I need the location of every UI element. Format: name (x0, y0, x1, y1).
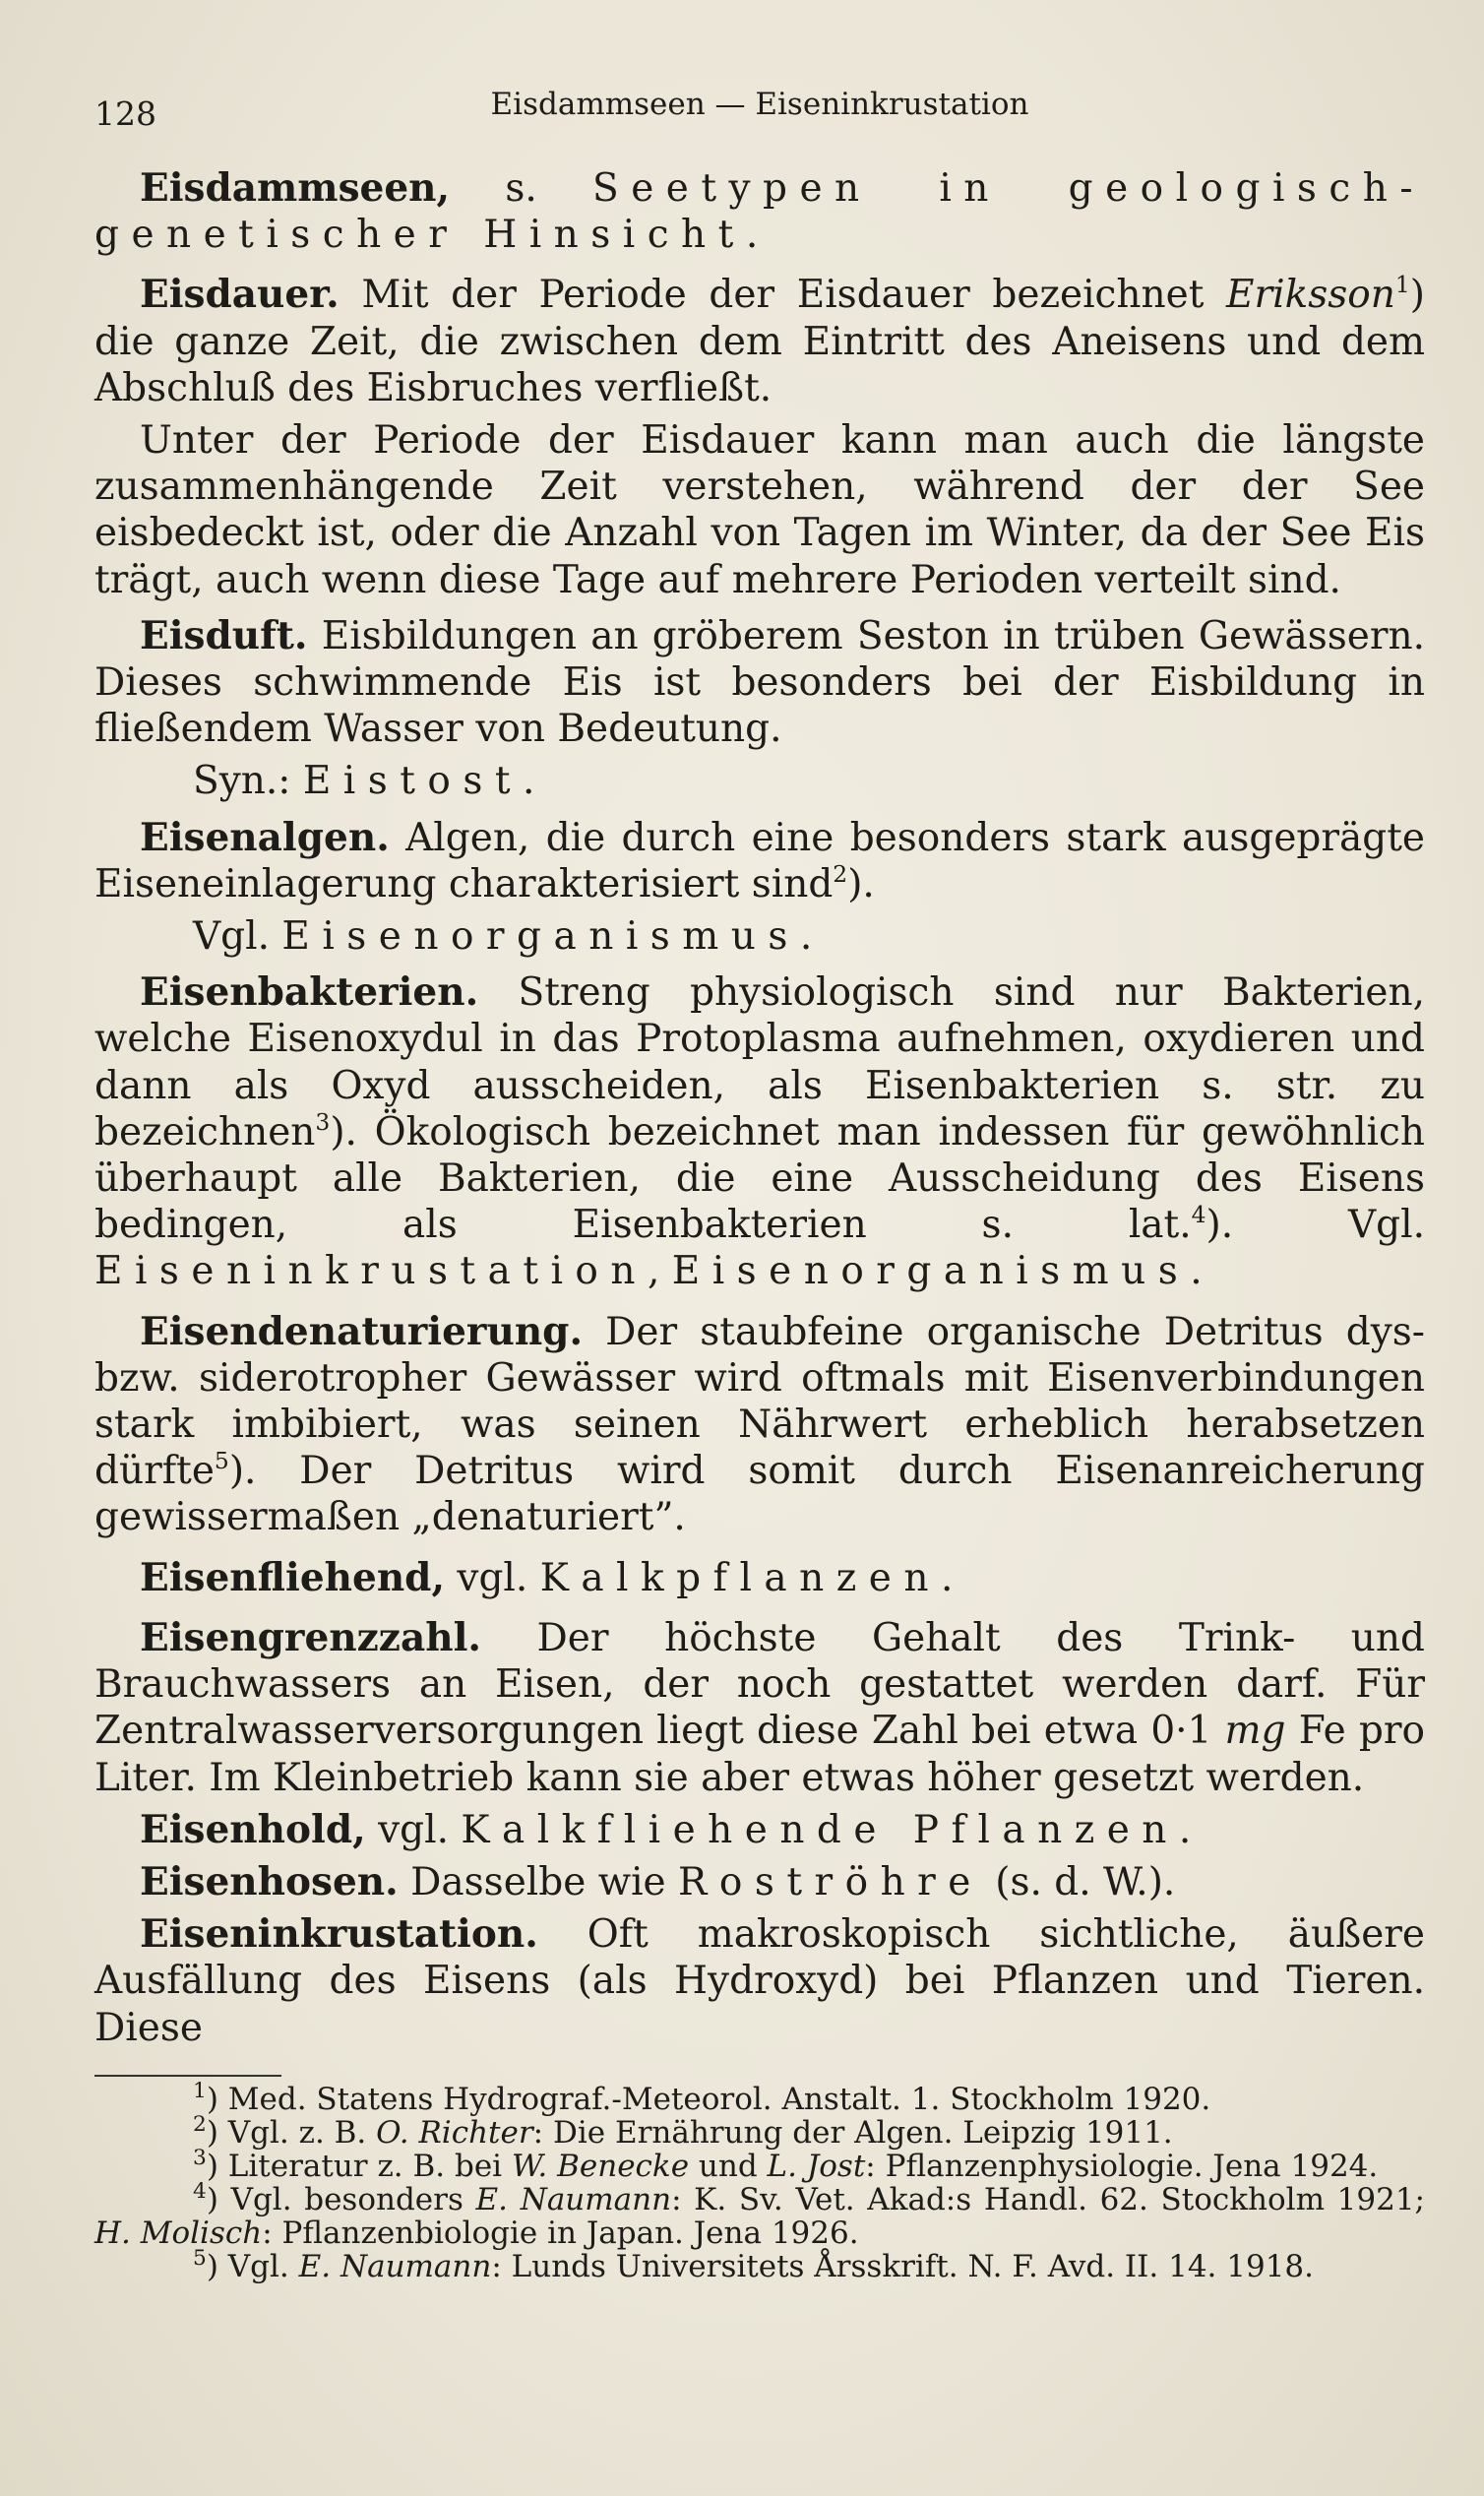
headword: Eisenhosen. (140, 1858, 399, 1904)
footnote-ref: 2 (833, 859, 848, 888)
footnote-text: : Lunds Universitets Årsskrift. N. F. Avd. II. 14. 1918. (491, 2249, 1315, 2284)
entry-text: Der staubfeine organische Detritus dys- bzw. siderotropher Gewässer wird oftmals mit Eisenverbindungen stark imbibiert, was seinen Nährwert erheblich herabsetzen dürfte (94, 1309, 1425, 1494)
footnotes (94, 2079, 1425, 2284)
synonym-line (94, 758, 1425, 804)
headword: Eisduft. (140, 612, 308, 658)
headword: Eisenalgen. (140, 814, 390, 860)
footnote-mark: 1 (193, 2079, 207, 2104)
entry-text: . (940, 1555, 954, 1600)
entry-text: Eisbildungen an gröberem Seston in trüben Gewässern. Dieses schwimmende Eis ist besonders bei der Eisbildung in fließendem Wasser von Bedeutung. (94, 613, 1425, 752)
author-name: W. Benecke (511, 2149, 690, 2184)
entry-text: Fe pro Liter. Im Kleinbetrieb kann sie aber etwas höher gesetzt werden. (94, 1709, 1426, 1800)
headword: Eisenfliehend, (140, 1554, 446, 1600)
entry-text: Mit der Periode der Eisdauer bezeichnet (339, 273, 1227, 318)
footnote-text: : Die Ernährung der Algen. Leipzig 1911. (532, 2115, 1173, 2151)
author-name: E. Naumann (475, 2182, 672, 2217)
footnote-text: ) Vgl. (206, 2249, 299, 2284)
cross-reference: Eiseninkrustation (94, 1249, 648, 1294)
footnote-text: ) Med. Statens Hydrograf.-Meteorol. Anstalt. 1. Stockholm 1920. (206, 2082, 1211, 2117)
headword: Eisengrenzzahl. (140, 1614, 481, 1660)
footnote-5 (94, 2246, 1425, 2284)
dictionary-body (94, 165, 1425, 2057)
synonym-label: Syn.: (193, 759, 303, 804)
entry-text: vgl. (445, 1555, 540, 1600)
entry-text: . (522, 759, 535, 804)
author-name: E. Naumann (298, 2249, 492, 2284)
footnote-text: und (689, 2149, 768, 2184)
entry-eisenbakterien (94, 969, 1425, 1294)
entry-text: (s. d. W.). (982, 1859, 1176, 1904)
entry-text: Dasselbe wie (398, 1859, 679, 1904)
headword: Eisenbakterien. (140, 969, 479, 1016)
footnote-text: : Pflanzenphysiologie. Jena 1924. (865, 2149, 1379, 2184)
footnote-ref: 3 (315, 1107, 331, 1136)
see-also-line (94, 913, 1425, 960)
entry-text: Der höchste Gehalt des Trink- und Brauchwassers an Eisen, der noch gestattet werden darf. Für Zentralwasserversorgungen liegt diese Zahl bei etwa 0·1 (94, 1615, 1425, 1754)
entry-text: Streng physiologisch sind nur Bakterien, welche Eisenoxydul in das Protoplasma aufnehmen, oxydieren und dann als Oxyd ausscheiden, als Eisenbakterien s. str. zu bezeichnen (94, 970, 1425, 1154)
entry-text: s. (450, 166, 593, 211)
headword: Eisdammseen, (140, 165, 451, 211)
page-number: 128 (94, 94, 156, 133)
running-head-title: Eisdammseen — Eiseninkrustation (490, 87, 1029, 122)
entry-eisdauer (94, 272, 1425, 411)
entry-eisengrenzzahl (94, 1615, 1425, 1801)
entry-text: . (1178, 1807, 1192, 1852)
entry-eisenfliehend (94, 1555, 1425, 1601)
footnote-text: ) Vgl. z. B. (206, 2115, 377, 2151)
footnote-ref: 5 (214, 1447, 229, 1475)
entry-text: ). Vgl. (1206, 1203, 1426, 1248)
headword: Eisenhold, (140, 1806, 366, 1852)
footnote-1 (94, 2079, 1425, 2117)
cross-reference: Kalkpflanzen (539, 1555, 941, 1600)
footnote-2 (94, 2112, 1425, 2151)
entry-text: ) die ganze Zeit, die zwischen dem Eintritt des Aneisens und dem Abschluß des Eisbruches verfließt. (94, 273, 1425, 410)
entry-paragraph: Unter der Periode der Eisdauer kann man auch die längste zusammenhängende Zeit verstehen, während der der See eisbedeckt ist, oder die Anzahl von Tagen im Winter, da der See Eis trägt, auch wenn diese Tage auf mehrere Perioden verteilt sind. (94, 418, 1425, 602)
entry-eisendenaturierung (94, 1309, 1425, 1541)
cross-reference: Eisenorganismus (671, 1249, 1191, 1294)
cross-reference: Kalkfliehende Pflanzen (461, 1807, 1179, 1852)
footnote-mark: 4 (193, 2179, 207, 2205)
entry-eisenhold (94, 1807, 1425, 1853)
footnote-mark: 2 (193, 2112, 207, 2138)
headword: Eisdauer. (140, 272, 340, 318)
entry-eisenhosen (94, 1859, 1425, 1905)
entry-text: Oft makroskopisch sichtliche, äußere Ausfällung des Eisens (als Hydroxyd) bei Pflanzen und Tieren. Diese (94, 1912, 1425, 2050)
entry-text: . (745, 213, 759, 258)
entry-text: ). (847, 861, 875, 906)
entry-text: ). Ökologisch bezeichnet man indessen für gewöhnlich überhaupt alle Bakterien, die eine Ausscheidung des Eisens bedingen, als Eisenbakterien s. lat. (94, 1109, 1425, 1248)
entry-eiseninkrustation (94, 1911, 1425, 2051)
entry-eisenalgen (94, 815, 1425, 907)
synonym: Eistost (302, 759, 523, 804)
entry-text: vgl. (365, 1807, 462, 1852)
footnote-mark: 3 (193, 2146, 207, 2171)
footnote-mark: 5 (193, 2246, 207, 2272)
entry-text: . (799, 914, 813, 960)
unit: mg (1224, 1709, 1286, 1754)
running-head (94, 87, 1425, 136)
footnote-ref: 4 (1191, 1201, 1206, 1229)
footnote-text: ) Literatur z. B. bei (206, 2149, 512, 2184)
footnote-text: : K. Sv. Vet. Akad:s Handl. 62. Stockholm 1921; (671, 2182, 1425, 2217)
cross-reference: Roströhre (678, 1859, 983, 1904)
footnote-rule (94, 2075, 281, 2077)
headword: Eisendenaturierung. (140, 1308, 584, 1354)
entry-text: Algen, die durch eine besonders stark ausgeprägte Eiseneinlagerung charakterisiert sind (94, 815, 1425, 906)
footnote-text: ) Vgl. besonders (206, 2182, 476, 2217)
entry-eisduft (94, 613, 1425, 753)
author-name: Eriksson (1226, 273, 1395, 318)
footnote-4 (94, 2179, 1425, 2251)
author-name: O. Richter (376, 2115, 533, 2151)
entry-text: , (647, 1249, 672, 1294)
cross-reference: Eisenorganismus (281, 914, 800, 960)
author-name: H. Molisch (94, 2215, 263, 2251)
entry-text: ). Der Detritus wird somit durch Eisenanreicherung gewissermaßen „denaturiert”. (94, 1449, 1425, 1540)
footnote-3 (94, 2146, 1425, 2184)
headword: Eiseninkrustation. (140, 1911, 538, 1958)
see-also-label: Vgl. (193, 914, 282, 960)
entry-text: . (1190, 1249, 1203, 1294)
footnote-text: : Pflanzenbiologie in Japan. Jena 1926. (262, 2215, 859, 2251)
author-name: L. Jost (767, 2149, 866, 2184)
entry-eisdammseen (94, 165, 1425, 258)
footnote-ref: 1 (1394, 271, 1410, 299)
cross-reference: Seetypen in geologisch-genetischer Hinsicht (94, 166, 1425, 258)
